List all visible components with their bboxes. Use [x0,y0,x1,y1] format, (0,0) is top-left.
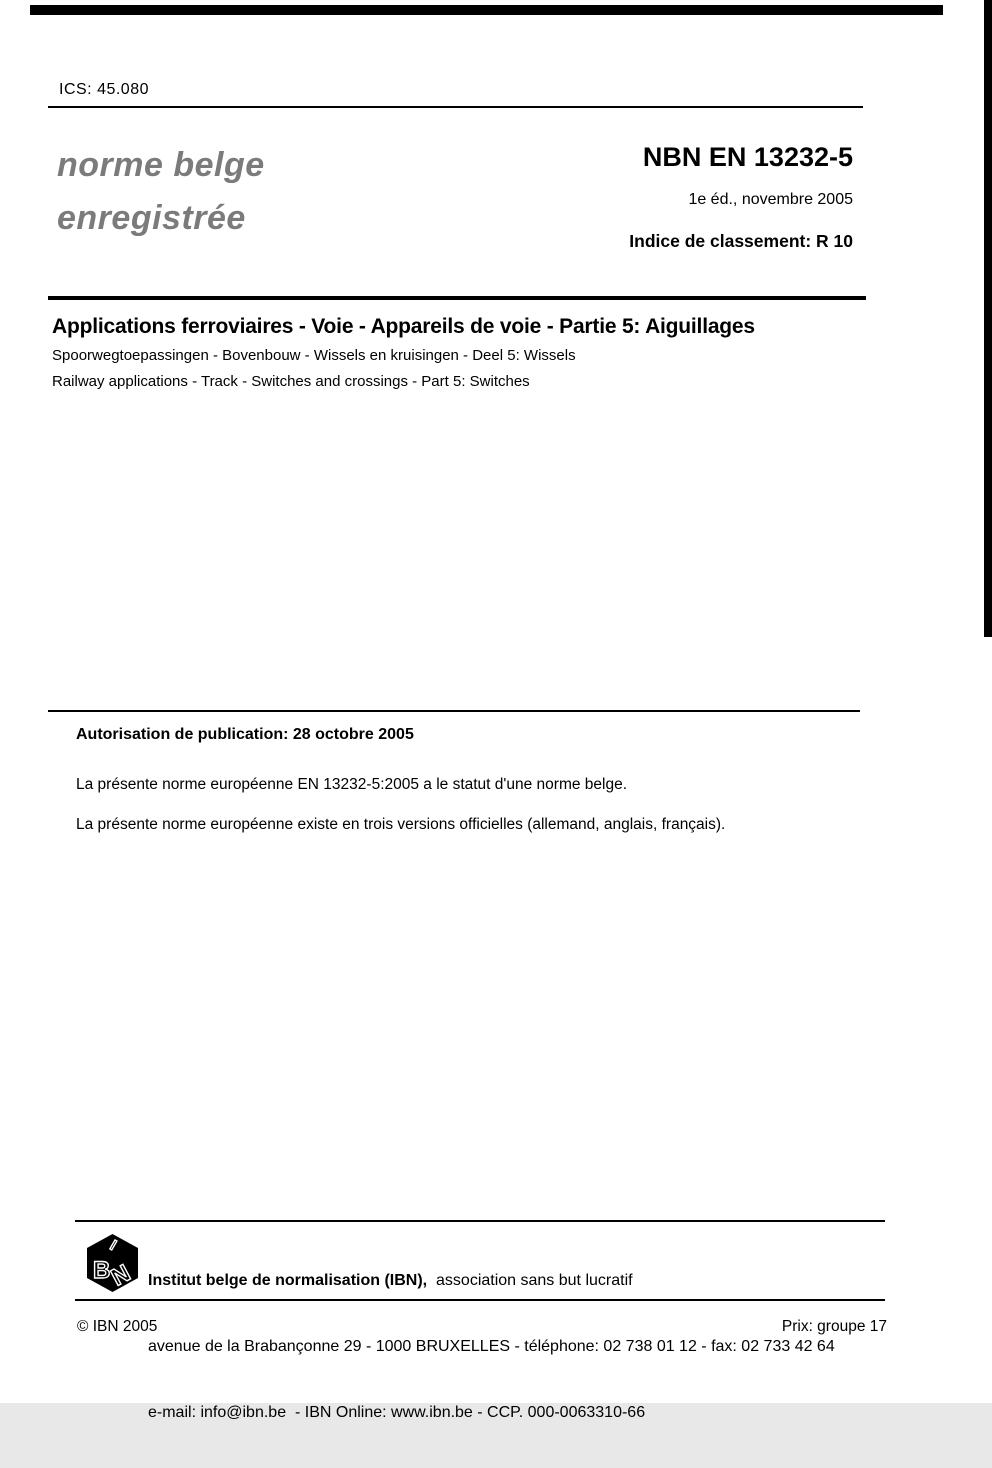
logo-letter-n: N [106,1259,135,1292]
classification-index: Indice de classement: R 10 [629,231,853,251]
document-type-heading [57,139,265,245]
logo-letter-b: B [93,1257,111,1284]
publisher-name-suffix: association sans but lucratif [427,1272,633,1289]
authorization-statement: Autorisation de publication: 28 octobre 2005 [76,726,414,743]
publisher-contact: e-mail: info@ibn.be - IBN Online: www.ibn.be - CCP. 000-0063310-66 [148,1404,646,1421]
edition-date: 1e éd., novembre 2005 [688,191,853,208]
copyright-notice: © IBN 2005 [77,1318,158,1335]
scan-artifact-top-bar [30,5,943,15]
document-type-line2: enregistrée [57,199,246,237]
ics-divider-rule [48,106,863,108]
publisher-box-top-rule [75,1220,885,1222]
publisher-name-line [148,1270,835,1292]
status-paragraph: La présente norme européenne EN 13232-5:2005 a le statut d'une norme belge. [76,776,628,793]
logo-letter-i: I [107,1237,120,1254]
document-type-line1: norme belge [57,146,265,184]
standard-reference: NBN EN 13232-5 [642,142,853,172]
title-english: Railway applications - Track - Switches and crossings - Part 5: Switches [52,373,530,390]
title-dutch: Spoorwegtoepassingen - Bovenbouw - Wissels en kruisingen - Deel 5: Wissels [52,347,576,364]
title-french: Applications ferroviaires - Voie - Appareils de voie - Partie 5: Aiguillages [52,315,755,338]
scan-artifact-right-bar [984,0,992,637]
ics-code: ICS: 45.080 [59,81,149,98]
header-divider-rule [48,296,866,300]
publisher-address: avenue de la Brabançonne 29 - 1000 BRUXELLES - téléphone: 02 738 01 12 - fax: 02 733 42 64 [148,1338,835,1355]
versions-paragraph: La présente norme européenne existe en trois versions officielles (allemand, anglais, français). [76,816,726,833]
price-group: Prix: groupe 17 [781,1318,887,1335]
authorization-divider-rule [48,710,860,712]
publisher-info [148,1226,835,1468]
publisher-name: Institut belge de normalisation (IBN), [148,1272,428,1289]
ibn-cube-logo-icon [85,1233,140,1293]
